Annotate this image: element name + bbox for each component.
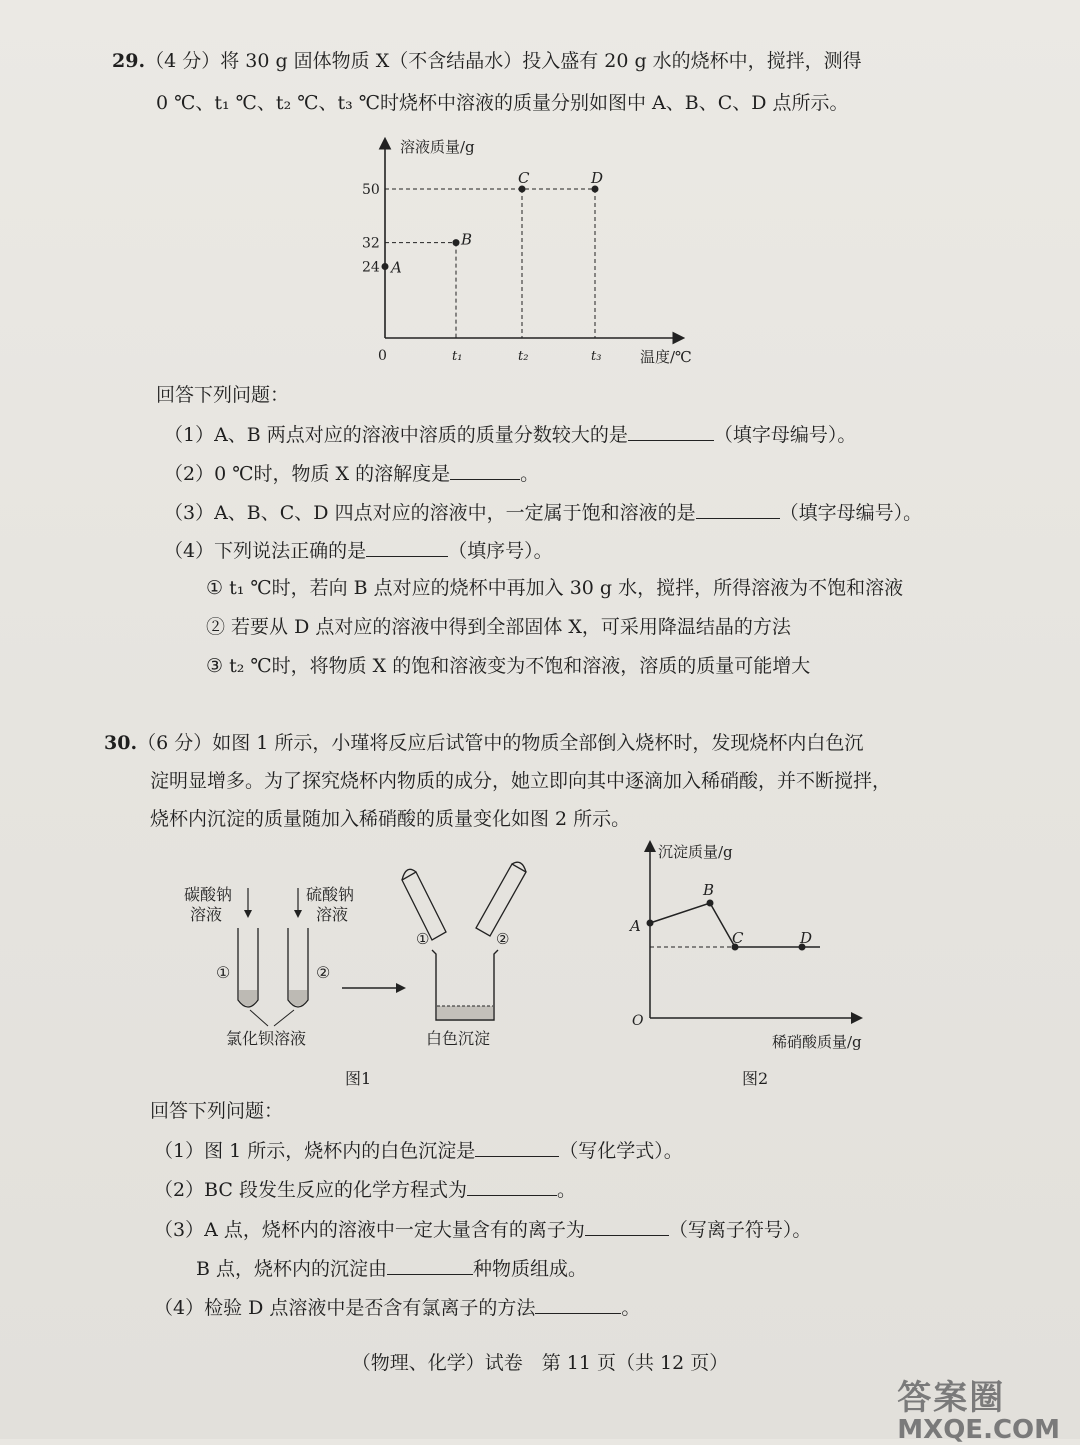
q29-sub3-answer-blank[interactable] bbox=[696, 498, 780, 519]
fig2-label-d: D bbox=[800, 929, 813, 947]
fig2-x-label: 稀硝酸质量/g bbox=[772, 1033, 862, 1051]
y-tick-label-32: 32 bbox=[362, 235, 380, 252]
x-tick-label-2: t₂ bbox=[518, 349, 529, 364]
q30-sub1-answer-blank[interactable] bbox=[475, 1136, 559, 1157]
tube2-label: ② bbox=[316, 963, 331, 982]
q30-sub3b: B 点，烧杯内的沉淀由 种物质组成。 bbox=[196, 1254, 587, 1282]
q30-figure2-precipitate-chart bbox=[620, 835, 895, 1055]
y-tick-label-24: 24 bbox=[362, 259, 380, 276]
y-tick-label-50: 50 bbox=[362, 182, 380, 198]
fig2-y-label: 沉淀质量/g bbox=[658, 843, 733, 861]
q30-sub3b-answer-blank[interactable] bbox=[387, 1254, 473, 1275]
point-label-c: C bbox=[518, 169, 530, 187]
fig2-label-a: A bbox=[630, 917, 641, 935]
q30-intro-line3: 烧杯内沉淀的质量随加入稀硝酸的质量变化如图 2 所示。 bbox=[150, 808, 631, 830]
q29-sub4: （4）下列说法正确的是 （填序号）。 bbox=[164, 536, 553, 564]
figure2-caption: 图2 bbox=[742, 1069, 769, 1088]
q29-sub3: （3）A、B、C、D 四点对应的溶液中，一定属于饱和溶液的是 （填字母编号）。 bbox=[164, 498, 922, 526]
q29-solution-mass-chart bbox=[350, 130, 720, 375]
q29-option-1: ① t₁ ℃时，若向 B 点对应的烧杯中再加入 30 g 水，搅拌，所得溶液为不饱和溶液 bbox=[206, 577, 904, 599]
q30-intro-line1: 30.（6 分）如图 1 所示，小瑾将反应后试管中的物质全部倒入烧杯时，发现烧杯内白色沉 bbox=[104, 732, 864, 754]
q30-sub4: （4）检验 D 点溶液中是否含有氯离子的方法 。 bbox=[154, 1293, 640, 1321]
q30-figure1-apparatus bbox=[170, 850, 530, 1055]
q29-option-2: ② 若要从 D 点对应的溶液中得到全部固体 X，可采用降温结晶的方法 bbox=[206, 616, 791, 638]
q30-sub1: （1）图 1 所示，烧杯内的白色沉淀是 （写化学式）。 bbox=[154, 1136, 683, 1164]
q29-sub4-answer-blank[interactable] bbox=[366, 536, 448, 557]
point-label-a: A bbox=[391, 258, 402, 277]
figure1-caption: 图1 bbox=[345, 1069, 372, 1088]
tube1-label: ① bbox=[216, 963, 231, 982]
fig2-point-a bbox=[647, 920, 654, 927]
q29-sub2-answer-blank[interactable] bbox=[450, 459, 520, 480]
q29-prompt: 回答下列问题： bbox=[156, 384, 290, 406]
q30-sub2: （2）BC 段发生反应的化学方程式为 。 bbox=[154, 1175, 576, 1203]
q29-sub2: （2）0 ℃时，物质 X 的溶解度是 。 bbox=[164, 459, 539, 487]
fig2-point-b bbox=[707, 900, 714, 907]
test-tube-1 bbox=[238, 928, 258, 1007]
point-label-d: D bbox=[591, 169, 604, 187]
na2so4-label-2: 溶液 bbox=[316, 905, 349, 924]
precipitate-label: 白色沉淀 bbox=[426, 1029, 491, 1048]
q30-sub3a-answer-blank[interactable] bbox=[585, 1215, 669, 1236]
na2so4-label-1: 硫酸钠 bbox=[306, 885, 355, 904]
fig2-origin: O bbox=[632, 1013, 644, 1029]
watermark bbox=[897, 1370, 1060, 1445]
page-footer: （物理、化学）试卷 第 11 页（共 12 页） bbox=[351, 1352, 729, 1374]
q30-intro-line2: 淀明显增多。为了探究烧杯内物质的成分，她立即向其中逐滴加入稀硝酸，并不断搅拌， bbox=[150, 770, 892, 792]
bacl2-label: 氯化钡溶液 bbox=[226, 1029, 307, 1048]
q30-sub2-answer-blank[interactable] bbox=[467, 1175, 557, 1196]
watermark-cn: 答案圈 bbox=[897, 1378, 1006, 1418]
na2co3-label-2: 溶液 bbox=[190, 905, 223, 924]
pouring-tubes bbox=[402, 862, 526, 940]
beaker bbox=[432, 950, 498, 1020]
point-label-b: B bbox=[461, 230, 473, 249]
x-tick-label-1: t₁ bbox=[452, 349, 463, 364]
na2co3-label-1: 碳酸钠 bbox=[184, 885, 233, 904]
pour-label-2: ② bbox=[496, 930, 510, 948]
q29-intro-line2: 0 ℃、t₁ ℃、t₂ ℃、t₃ ℃时烧杯中溶液的质量分别如图中 A、B、C、D 点所示。 bbox=[156, 92, 849, 114]
y-axis-label: 溶液质量/g bbox=[400, 138, 475, 156]
q30-sub3a: （3）A 点，烧杯内的溶液中一定大量含有的离子为 （写离子符号）。 bbox=[154, 1215, 811, 1243]
x-tick-label-3: t₃ bbox=[591, 349, 602, 364]
origin-label: 0 bbox=[378, 348, 387, 364]
x-axis-label: 温度/℃ bbox=[640, 348, 692, 366]
q29-intro-line1: 29.（4 分）将 30 g 固体物质 X（不含结晶水）投入盛有 20 g 水的烧杯中，搅拌，测得 bbox=[112, 50, 862, 72]
q30-sub4-answer-blank[interactable] bbox=[535, 1293, 621, 1314]
q29-number: 29. bbox=[112, 50, 146, 72]
fig2-label-c: C bbox=[732, 929, 744, 947]
point-a bbox=[382, 263, 389, 270]
fig2-label-b: B bbox=[703, 881, 715, 899]
q30-number: 30. bbox=[104, 732, 138, 754]
q29-sub1: （1）A、B 两点对应的溶液中溶质的质量分数较大的是 （填字母编号）。 bbox=[164, 420, 856, 448]
q29-sub1-answer-blank[interactable] bbox=[628, 420, 714, 441]
q29-option-3: ③ t₂ ℃时，将物质 X 的饱和溶液变为不饱和溶液，溶质的质量可能增大 bbox=[206, 655, 811, 677]
pour-label-1: ① bbox=[416, 930, 430, 948]
point-b bbox=[453, 239, 460, 246]
watermark-en: MXQE.COM bbox=[897, 1415, 1060, 1445]
test-tube-2 bbox=[288, 928, 308, 1007]
q30-prompt: 回答下列问题： bbox=[150, 1100, 284, 1122]
